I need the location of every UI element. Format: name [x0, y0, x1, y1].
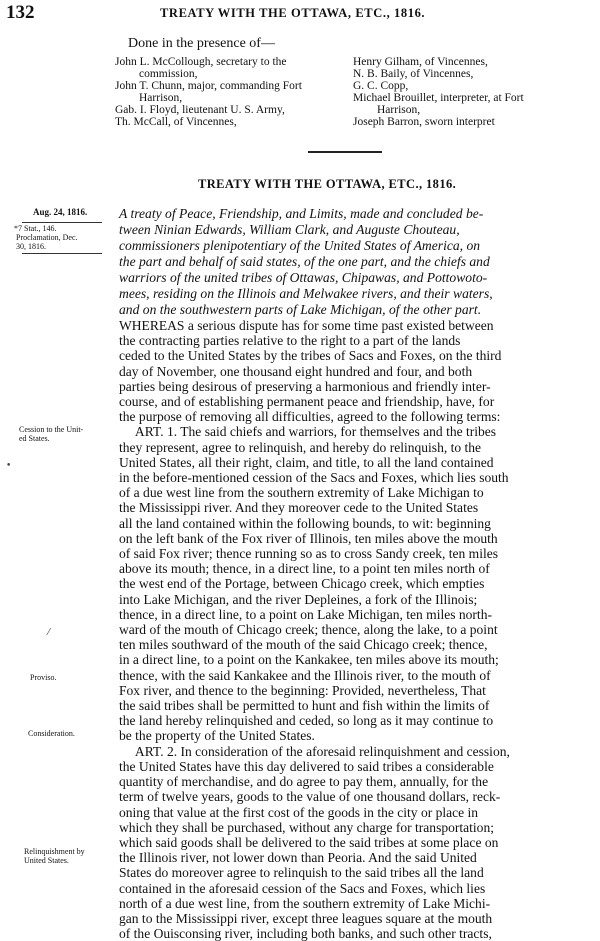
scan-speck: •: [6, 461, 12, 471]
preamble-line: and on the southwestern parts of Lake Michigan, of the other part.: [119, 302, 482, 317]
body-line: parties being desirous of preserving a harmonious and friendly inter-: [119, 378, 491, 394]
witness-entry: John L. McCollough, secretary to the: [115, 56, 287, 68]
preamble-line: mees, residing on the Illinois and Melwakee rivers, and their waters,: [119, 286, 493, 301]
body-line: term of twelve years, goods to the value of one thousand dollars, reck-: [119, 789, 501, 805]
body-line: north of a due west line, from the southern extremity of Lake Michi-: [119, 895, 491, 911]
body-line: which said goods shall be delivered to the said tribes at some place on: [119, 834, 499, 850]
body-line: into Lake Michigan, and the river Depleines, a fork of the Illinois;: [119, 591, 478, 607]
preamble-line: commissioners plenipotentiary of the United States of America, on: [119, 238, 481, 253]
witness-entry: commission,: [139, 68, 198, 80]
margin-note-consideration: Consideration.: [28, 729, 75, 738]
body-line: contained in the aforesaid cession of the Sacs and Foxes, which lies: [119, 880, 486, 896]
body-line: of the Ouisconsing river, including both banks, and such other tracts,: [119, 926, 492, 941]
witness-intro: Done in the presence of—: [128, 36, 275, 51]
body-line: thence, with the said Kankakee and the Illinois river, to the mouth of: [119, 667, 491, 683]
witness-entry: Gab. I. Floyd, lieutenant U. S. Army,: [115, 104, 285, 116]
margin-citation: [14, 224, 78, 251]
body-line: above its mouth; thence, in a direct line, to a point ten miles north of: [119, 561, 490, 577]
margin-rule: [22, 222, 102, 223]
body-line: the purpose of removing all difficulties, agreed to the following terms:: [119, 409, 501, 425]
witness-entry: Harrison,: [139, 92, 183, 104]
treaty-preamble: [119, 206, 597, 318]
body-line: oning that value at the first cost of the goods in the city or place in: [119, 804, 479, 820]
body-line: thence, in a direct line, to a point on Lake Michigan, ten miles north-: [119, 606, 492, 622]
body-line: ART. 1. The said chiefs and warriors, for themselves and the tribes: [134, 424, 497, 440]
body-line: Fox river, and thence to the beginning: Provided, nevertheless, That: [119, 682, 486, 698]
preamble-line: A treaty of Peace, Friendship, and Limits, made and concluded be-: [119, 206, 484, 221]
margin-citation-line: 30, 1816.: [16, 242, 46, 251]
body-line: quantity of merchandise, and do agree to pay them, annually, for the: [119, 774, 489, 790]
body-line: the west end of the Portage, between Chicago creek, which empties: [119, 576, 485, 592]
witness-entry: Th. McCall, of Vincennes,: [115, 116, 237, 128]
body-line: in the before-mentioned cession of the Sacs and Foxes, which lies south: [119, 470, 509, 486]
body-line: the said tribes shall be permitted to hunt and fish within the limits of: [119, 698, 490, 714]
body-line: ART. 2. In consideration of the aforesaid relinquishment and cession,: [134, 743, 510, 759]
body-line: ward of the mouth of Chicago creek; thence, along the lake, to a point: [119, 622, 498, 638]
preamble-line: the part and behalf of said states, of the one part, and the chiefs and: [119, 254, 490, 269]
body-line: they represent, agree to relinquish, and hereby do relinquish, to the: [119, 439, 482, 455]
witness-entry: Harrison,: [377, 104, 421, 116]
margin-note-cession: Cession to the Unit- ed States.: [19, 425, 84, 443]
witness-list-left: [115, 56, 345, 128]
body-line: gan to the Mississippi river, except three leagues square at the mouth: [119, 910, 493, 926]
body-line: be the property of the United States.: [119, 728, 315, 744]
body-line: WHEREAS a serious dispute has for some time past existed between: [119, 318, 494, 333]
witness-entry: N. B. Baily, of Vincennes,: [353, 68, 474, 80]
page-number: 132: [6, 2, 35, 23]
body-line: in a direct line, to a point on the Kankakee, ten miles above its mouth;: [119, 652, 499, 668]
body-line: day of November, one thousand eight hundred and four, and both: [119, 363, 473, 379]
witness-entry: Henry Gilham, of Vincennes,: [353, 56, 488, 68]
body-line: the contracting parties relative to the right to a part of the lands: [119, 333, 461, 349]
margin-date: Aug. 24, 1816.: [33, 207, 88, 217]
witness-entry: Michael Brouillet, interpreter, at Fort: [353, 92, 524, 104]
body-line: all the land contained within the following bounds, to wit: beginning: [119, 515, 491, 531]
marginal-asterisk: *: [14, 224, 18, 233]
body-line: States do moreover agree to relinquish to the said tribes all the land: [119, 865, 484, 881]
scan-speck: ⁄: [48, 628, 50, 638]
margin-citation-line: *7 Stat., 146.: [14, 224, 57, 233]
treaty-body: [119, 318, 599, 941]
margin-note-relinquishment: Relinquishment by United States.: [24, 847, 85, 865]
body-line: which they shall be purchased, without any charge for transportation;: [119, 819, 494, 835]
witness-entry: John T. Chunn, major, commanding Fort: [115, 80, 302, 92]
body-line: of a due west line from the southern extremity of Lake Michigan to: [119, 485, 484, 501]
body-line: of said Fox river; thence running so as to cross Sandy creek, ten miles: [119, 546, 499, 562]
body-line: the land hereby relinquished and ceded, so long as it may continue to: [119, 713, 494, 729]
margin-citation-line: Proclamation, Dec.: [16, 233, 78, 242]
body-line: the Mississippi river. And they moreover cede to the United States: [119, 500, 479, 516]
section-divider: [308, 151, 382, 153]
treaty-title: TREATY WITH THE OTTAWA, ETC., 1816.: [198, 177, 457, 191]
running-head: TREATY WITH THE OTTAWA, ETC., 1816.: [160, 6, 426, 20]
body-line: the United States have this day delivered to said tribes a considerable: [119, 758, 494, 774]
margin-rule: [22, 253, 102, 254]
body-line: United States, all their right, claim, and title, to all the land contained: [119, 454, 494, 470]
margin-note-proviso: Proviso.: [30, 673, 57, 682]
witness-entry: G. C. Copp,: [353, 80, 409, 92]
witness-list-right: [353, 56, 593, 128]
body-line: ceded to the United States by the tribes of Sacs and Foxes, on the third: [119, 348, 502, 364]
preamble-line: tween Ninian Edwards, William Clark, and Auguste Chouteau,: [119, 222, 460, 237]
body-line: the Illinois river, not lower down than Peoria. And the said United: [119, 850, 477, 866]
body-line: on the left bank of the Fox river of Illinois, ten miles above the mouth: [119, 530, 498, 546]
body-line: ten miles southward of the mouth of the said Chicago creek; thence,: [119, 637, 488, 653]
preamble-line: warriors of the united tribes of Ottawas, Chipawas, and Pottowoto-: [119, 270, 488, 285]
body-line: course, and of establishing permanent peace and friendship, have, for: [119, 394, 495, 410]
witness-entry: Joseph Barron, sworn interpret: [353, 116, 495, 128]
